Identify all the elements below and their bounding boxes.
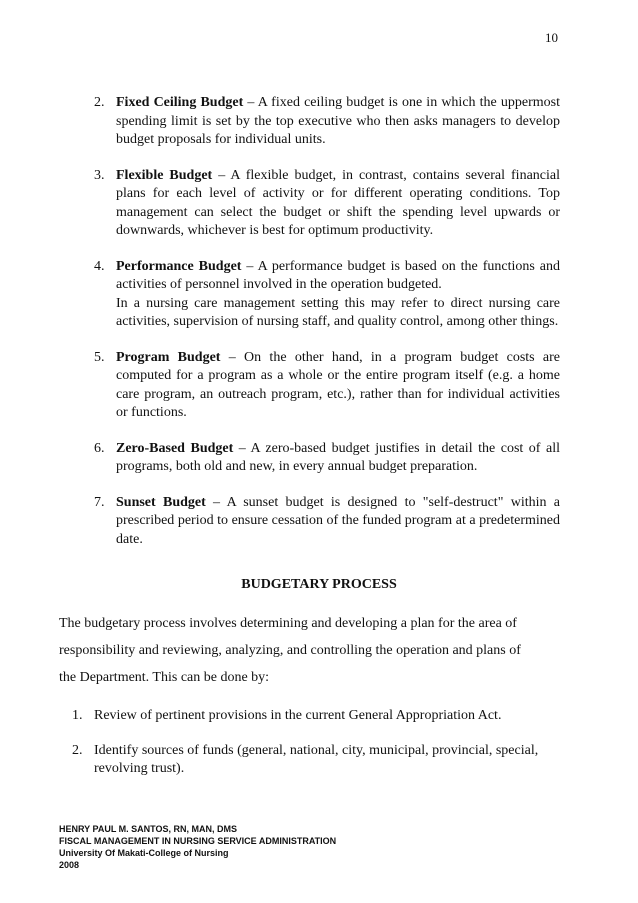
item-term: Sunset Budget: [116, 494, 206, 510]
step-number: 1.: [72, 708, 83, 723]
section-heading: BUDGETARY PROCESS: [241, 577, 397, 592]
item-text: – A sunset budget is designed to "self-destruct" within a prescribed period to ensure cessation of the funded program at a predetermined date.: [116, 494, 560, 547]
footer-course: FISCAL MANAGEMENT IN NURSING SERVICE ADMINISTRATION: [59, 836, 337, 846]
item-number: 4.: [94, 258, 105, 274]
item-number: 3.: [94, 167, 105, 183]
item-number: 2.: [94, 95, 105, 110]
item-number: 7.: [94, 494, 105, 510]
list-item: [94, 94, 560, 150]
item-term: Program Budget: [116, 349, 221, 365]
item-text: – A fixed ceiling budget is one in which the uppermost spending limit is set by the top executive who then asks managers to develop budget proposals for individual units.: [116, 95, 560, 147]
step-text: Identify sources of funds (general, national, city, municipal, provincial, special, revolving trust).: [94, 742, 539, 776]
footer-year: 2008: [59, 860, 80, 870]
process-steps-list: [72, 707, 552, 795]
item-term: Zero-Based Budget: [116, 440, 234, 456]
footer-institution: University Of Makati-College of Nursing: [59, 848, 229, 858]
item-number: 6.: [94, 440, 105, 456]
list-item: [94, 349, 560, 423]
item-extra-text: In a nursing care management setting this may refer to direct nursing care activities, supervision of nursing staff, and quality control, among other things.: [116, 295, 560, 329]
item-number: 5.: [94, 349, 105, 365]
page-number: 10: [545, 30, 558, 45]
item-term: Flexible Budget: [116, 167, 213, 183]
intro-line: responsibility and reviewing, analyzing, and controlling the operation and plans of: [59, 643, 521, 658]
page-footer: [59, 823, 336, 871]
list-item: [94, 494, 560, 550]
list-item: [94, 167, 560, 241]
intro-line: the Department. This can be done by:: [59, 670, 270, 685]
item-term: Fixed Ceiling Budget: [116, 95, 244, 110]
list-item: [72, 742, 552, 779]
item-text: – A zero-based budget justifies in detail the cost of all programs, both old and new, in every annual budget preparation.: [116, 440, 560, 474]
item-text: – On the other hand, in a program budget costs are computed for a program as a whole or the entire program itself (e.g. a home care program, an outreach program, etc.), rather than for individual activities or functions.: [116, 349, 560, 420]
intro-line: The budgetary process involves determining and developing a plan for the area of: [59, 616, 517, 631]
intro-paragraph: [59, 610, 559, 691]
budget-types-list: [94, 94, 560, 566]
list-item: [94, 440, 560, 477]
item-text: – A performance budget is based on the functions and activities of personnel involved in the operation budgeted.: [116, 258, 560, 292]
step-text: Review of pertinent provisions in the current General Appropriation Act.: [94, 708, 502, 723]
step-number: 2.: [72, 742, 83, 758]
item-term: Performance Budget: [116, 258, 242, 274]
list-item: [72, 707, 552, 726]
footer-author: HENRY PAUL M. SANTOS, RN, MAN, DMS: [59, 824, 238, 834]
item-text: – A flexible budget, in contrast, contains several financial plans for each level of activity or for different operating conditions. Top management can select the budget or shift the spending level upwards or downwards, whichever is best for optimum productivity.: [116, 167, 560, 238]
list-item: [94, 258, 560, 332]
